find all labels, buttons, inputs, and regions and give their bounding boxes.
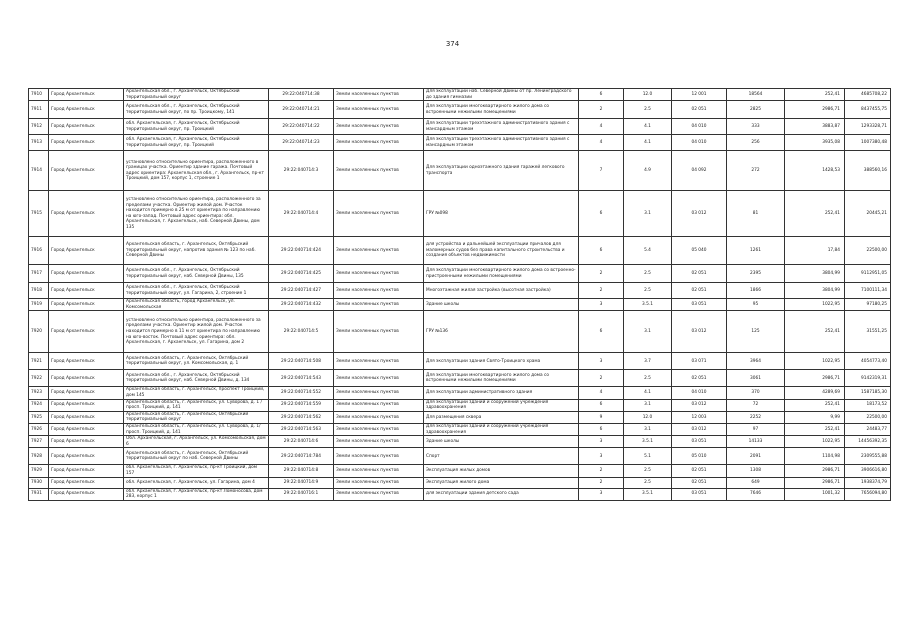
municipality-cell: Город Архангельск — [49, 436, 124, 448]
specific-value-cell: 3804,99 — [785, 265, 845, 283]
permitted-use-cell: Для эксплуатации одноэтажного здания гаражей легкового транспорта — [424, 151, 579, 191]
address-cell: Архангельская область, г. Архангельск, ул. Суворова, д. 1 / просп. Троицкий, д. 141 — [124, 399, 269, 411]
use-index-cell: 04 010 — [672, 387, 727, 399]
table-row — [29, 488, 891, 500]
valuation-group-cell: 7 — [579, 151, 624, 191]
use-index-cell: 02 051 — [672, 101, 727, 119]
land-category-cell: Земли населенных пунктов — [334, 265, 424, 283]
municipality-cell: Город Архангельск — [49, 465, 124, 477]
permitted-use-cell: для устройства и дальнейшей эксплуатации причалов для маломерных судов без права капитального строительства и создания объектов недвижимости — [424, 237, 579, 265]
table-row — [29, 299, 891, 311]
cadastral-number-cell: 29:22:040714:21 — [269, 101, 334, 119]
valuation-group-cell: 2 — [579, 265, 624, 283]
use-index-cell: 03 071 — [672, 353, 727, 370]
cadastral-value-cell: 22500,00 — [845, 237, 891, 265]
cadastral-number-cell: 29:22:040714:22 — [269, 119, 334, 135]
address-cell: Архангельская область, г. Архангельск, Октябрьский территориальный округ — [124, 411, 269, 423]
land-area-cell: 649 — [727, 477, 785, 488]
table-body — [29, 89, 891, 501]
permitted-use-cell: Для размещения сквера — [424, 411, 579, 423]
use-code-cell: 3.1 — [624, 311, 672, 353]
table-row — [29, 135, 891, 151]
cadastral-value-cell: 9142319,31 — [845, 370, 891, 387]
land-category-cell: Земли населенных пунктов — [334, 101, 424, 119]
municipality-cell: Город Архангельск — [49, 353, 124, 370]
address-cell: обл. Архангельская, г. Архангельск, ул. Гагарина, дом 4 — [124, 477, 269, 488]
address-cell: Архангельская обл., г. Архангельск, Октябрьский территориальный округ, наб. Северной Двины, 135 — [124, 265, 269, 283]
row-number-cell: 7915 — [29, 191, 49, 237]
specific-value-cell: 9,99 — [785, 411, 845, 423]
permitted-use-cell: Для эксплуатации административного здания — [424, 387, 579, 399]
land-area-cell: 72 — [727, 399, 785, 411]
municipality-cell: Город Архангельск — [49, 311, 124, 353]
municipality-cell: Город Архангельск — [49, 488, 124, 500]
municipality-cell: Город Архангельск — [49, 265, 124, 283]
municipality-cell: Город Архангельск — [49, 387, 124, 399]
use-index-cell: 04 010 — [672, 119, 727, 135]
address-cell: Архангельская область, г. Архангельск, Октябрьский территориальный округ, напротив здания № 123 по наб. Северной Двины — [124, 237, 269, 265]
table-row — [29, 387, 891, 399]
valuation-group-cell: 2 — [579, 477, 624, 488]
valuation-group-cell: 6 — [579, 423, 624, 435]
cadastral-number-cell: 29:22:040714:9 — [269, 477, 334, 488]
use-code-cell: 4.9 — [624, 151, 672, 191]
permitted-use-cell: Для эксплуатации наб. Северной Двины от пр. Ленинградского до здания гимназии — [424, 89, 579, 101]
table-row — [29, 283, 891, 299]
use-index-cell: 03 012 — [672, 399, 727, 411]
specific-value-cell: 4289,69 — [785, 387, 845, 399]
land-area-cell: 256 — [727, 135, 785, 151]
land-category-cell: Земли населенных пунктов — [334, 89, 424, 101]
row-number-cell: 7927 — [29, 436, 49, 448]
page-number: 374 — [445, 40, 460, 48]
cadastral-number-cell: 29:22:040714:424 — [269, 237, 334, 265]
cadastral-number-cell: 29:22:040714:8 — [269, 465, 334, 477]
valuation-group-cell: 3 — [579, 353, 624, 370]
municipality-cell: Город Архангельск — [49, 101, 124, 119]
address-cell: обл. Архангельская, г. Архангельск, пр-кт Троицкий, дом 157 — [124, 465, 269, 477]
municipality-cell: Город Архангельск — [49, 448, 124, 465]
land-category-cell: Земли населенных пунктов — [334, 135, 424, 151]
specific-value-cell: 1022,95 — [785, 436, 845, 448]
valuation-group-cell: 4 — [579, 119, 624, 135]
address-cell: установлено относительно ориентира, расположенного за пределами участка. Ориентир жилой дом. Участок находится примерно в 25 м от ориентира по направлению на юго-запад. Почтовый адрес ориентира: обл. Архангельская, г. Архангельск, наб. Северной Двины, дом 135 — [124, 191, 269, 237]
use-index-cell: 03 051 — [672, 488, 727, 500]
permitted-use-cell: Эксплуатация жилого дома — [424, 477, 579, 488]
land-category-cell: Земли населенных пунктов — [334, 370, 424, 387]
valuation-group-cell: 6 — [579, 89, 624, 101]
table-row — [29, 119, 891, 135]
cadastral-number-cell: 29:22:040714:508 — [269, 353, 334, 370]
cadastral-number-cell: 29:22:040714:552 — [269, 387, 334, 399]
permitted-use-cell: Эксплуатация жилых домов — [424, 465, 579, 477]
land-area-cell: 2825 — [727, 101, 785, 119]
permitted-use-cell: Здание школы — [424, 436, 579, 448]
address-cell: установлено относительно ориентира, расположенного в границах участка. Ориентир здание гаража. Почтовый адрес ориентира: Архангельская обл., г. Архангельск, пр-кт Троицкий, дом 157, корпус 1, строение 1 — [124, 151, 269, 191]
use-code-cell: 5.1 — [624, 448, 672, 465]
use-index-cell: 04 010 — [672, 135, 727, 151]
cadastral-value-cell: 24483,77 — [845, 423, 891, 435]
land-area-cell: 2395 — [727, 265, 785, 283]
row-number-cell: 7916 — [29, 237, 49, 265]
cadastral-value-cell: 7656094,80 — [845, 488, 891, 500]
municipality-cell: Город Архангельск — [49, 135, 124, 151]
specific-value-cell: 3935,08 — [785, 135, 845, 151]
valuation-group-cell: 3 — [579, 448, 624, 465]
cadastral-number-cell: 29:22:040714:4 — [269, 191, 334, 237]
land-category-cell: Земли населенных пунктов — [334, 387, 424, 399]
cadastral-value-cell: 1293328,71 — [845, 119, 891, 135]
land-area-cell: 3061 — [727, 370, 785, 387]
land-area-cell: 14133 — [727, 436, 785, 448]
land-category-cell: Земли населенных пунктов — [334, 465, 424, 477]
specific-value-cell: 2986,71 — [785, 370, 845, 387]
table-row — [29, 477, 891, 488]
cadastral-value-cell: 4685708,22 — [845, 89, 891, 101]
permitted-use-cell: Для эксплуатации здания Свято-Троицкого храма — [424, 353, 579, 370]
use-code-cell: 3.5.1 — [624, 488, 672, 500]
land-category-cell: Земли населенных пунктов — [334, 423, 424, 435]
specific-value-cell: 1022,95 — [785, 299, 845, 311]
cadastral-value-cell: 1007380,48 — [845, 135, 891, 151]
cadastral-value-cell: 7100111,34 — [845, 283, 891, 299]
permitted-use-cell: Здание школы — [424, 299, 579, 311]
specific-value-cell: 252,41 — [785, 89, 845, 101]
table-row — [29, 353, 891, 370]
row-number-cell: 7921 — [29, 353, 49, 370]
use-index-cell: 03 051 — [672, 436, 727, 448]
municipality-cell: Город Архангельск — [49, 151, 124, 191]
use-code-cell: 3.5.1 — [624, 299, 672, 311]
use-code-cell: 2.5 — [624, 465, 672, 477]
permitted-use-cell: ГРУ №098 — [424, 191, 579, 237]
row-number-cell: 7926 — [29, 423, 49, 435]
use-index-cell: 05 010 — [672, 448, 727, 465]
specific-value-cell: 2986,71 — [785, 101, 845, 119]
cadastral-value-cell: 14456392,35 — [845, 436, 891, 448]
row-number-cell: 7914 — [29, 151, 49, 191]
specific-value-cell: 1001,32 — [785, 488, 845, 500]
use-code-cell: 4.1 — [624, 387, 672, 399]
land-area-cell: 333 — [727, 119, 785, 135]
address-cell: Архангельская область, г. Архангельск, Октябрьский территориальный округ, ул. Комсомольская, д. 1 — [124, 353, 269, 370]
use-code-cell: 4.1 — [624, 135, 672, 151]
cadastral-value-cell: 97180,25 — [845, 299, 891, 311]
use-index-cell: 04 092 — [672, 151, 727, 191]
permitted-use-cell: Для эксплуатации трехэтажного административного здания с мансардным этажом — [424, 119, 579, 135]
land-area-cell: 1308 — [727, 465, 785, 477]
row-number-cell: 7912 — [29, 119, 49, 135]
use-code-cell: 2.5 — [624, 283, 672, 299]
row-number-cell: 7924 — [29, 399, 49, 411]
cadastral-number-cell: 29:22:040714:38 — [269, 89, 334, 101]
land-area-cell: 7646 — [727, 488, 785, 500]
specific-value-cell: 252,41 — [785, 399, 845, 411]
use-index-cell: 03 012 — [672, 311, 727, 353]
cadastral-number-cell: 29:22:040714:425 — [269, 265, 334, 283]
municipality-cell: Город Архангельск — [49, 119, 124, 135]
land-area-cell: 3964 — [727, 353, 785, 370]
specific-value-cell: 1428,53 — [785, 151, 845, 191]
municipality-cell: Город Архангельск — [49, 89, 124, 101]
address-cell: Архангельская область, г. Архангельск, ул. Суворова, д. 1/ просп. Троицкий, д. 141 — [124, 423, 269, 435]
land-area-cell: 370 — [727, 387, 785, 399]
land-category-cell: Земли населенных пунктов — [334, 299, 424, 311]
use-code-cell: 3.1 — [624, 423, 672, 435]
use-index-cell: 02 051 — [672, 265, 727, 283]
cadastral-value-cell: 2309555,88 — [845, 448, 891, 465]
address-cell: обл. Архангельская, г. Архангельск, пр-кт Ломоносова, дом 283, корпус 1 — [124, 488, 269, 500]
row-number-cell: 7929 — [29, 465, 49, 477]
permitted-use-cell: Для эксплуатации многоквартирного жилого дома со встроенно-пристроенными нежилыми помещениями — [424, 265, 579, 283]
cadastral-number-cell: 29:22:040714:559 — [269, 399, 334, 411]
use-code-cell: 2.5 — [624, 477, 672, 488]
valuation-group-cell: 3 — [579, 488, 624, 500]
address-cell: Архангельская область, г. Архангельск, Октябрьский территориальный округ по наб. Северной Двины — [124, 448, 269, 465]
valuation-group-cell: 2 — [579, 370, 624, 387]
valuation-group-cell: 6 — [579, 399, 624, 411]
cadastral-number-cell: 29:22:040714:6 — [269, 436, 334, 448]
use-index-cell: 02 051 — [672, 477, 727, 488]
use-index-cell: 03 051 — [672, 299, 727, 311]
use-code-cell: 2.5 — [624, 265, 672, 283]
table-row — [29, 370, 891, 387]
municipality-cell: Город Архангельск — [49, 370, 124, 387]
address-cell: Архангельская область, г. Архангельск, проспект Троицкий, дом 145 — [124, 387, 269, 399]
cadastral-number-cell: 29:22:040714:5 — [269, 311, 334, 353]
table-row — [29, 399, 891, 411]
land-category-cell: Земли населенных пунктов — [334, 399, 424, 411]
valuation-group-cell: 3 — [579, 436, 624, 448]
specific-value-cell: 252,41 — [785, 423, 845, 435]
land-area-cell: 1866 — [727, 283, 785, 299]
municipality-cell: Город Архангельск — [49, 423, 124, 435]
row-number-cell: 7910 — [29, 89, 49, 101]
cadastral-value-cell: 31551,25 — [845, 311, 891, 353]
land-area-cell: 81 — [727, 191, 785, 237]
permitted-use-cell: для эксплуатации здания детского сада — [424, 488, 579, 500]
row-number-cell: 7931 — [29, 488, 49, 500]
table-row — [29, 151, 891, 191]
address-cell: Архангельская обл., г. Архангельск, Октябрьский территориальный округ — [124, 89, 269, 101]
valuation-group-cell: 4 — [579, 135, 624, 151]
row-number-cell: 7917 — [29, 265, 49, 283]
specific-value-cell: 17,84 — [785, 237, 845, 265]
row-number-cell: 7923 — [29, 387, 49, 399]
table-row — [29, 423, 891, 435]
cadastral-number-cell: 29:22:040714:784 — [269, 448, 334, 465]
specific-value-cell: 1104,98 — [785, 448, 845, 465]
permitted-use-cell: Для эксплуатации зданий и сооружений учреждения здравоохранения — [424, 399, 579, 411]
use-code-cell: 2.5 — [624, 370, 672, 387]
land-area-cell: 272 — [727, 151, 785, 191]
permitted-use-cell: ГРУ №136 — [424, 311, 579, 353]
table-row — [29, 237, 891, 265]
cadastral-number-cell: 29:22:040714:563 — [269, 423, 334, 435]
use-code-cell: 3.5.1 — [624, 436, 672, 448]
table-row — [29, 191, 891, 237]
use-code-cell: 12.0 — [624, 411, 672, 423]
cadastral-number-cell: 29:22:040714:3 — [269, 151, 334, 191]
permitted-use-cell: Для эксплуатации многоквартирного жилого дома со встроенными нежилыми помещениями — [424, 370, 579, 387]
land-category-cell: Земли населенных пунктов — [334, 151, 424, 191]
land-area-cell: 2252 — [727, 411, 785, 423]
cadastral-value-cell: 22500,00 — [845, 411, 891, 423]
use-code-cell: 2.5 — [624, 101, 672, 119]
cadastral-number-cell: 29:22:040714:23 — [269, 135, 334, 151]
row-number-cell: 7913 — [29, 135, 49, 151]
table-row — [29, 311, 891, 353]
address-cell: обл. Архангельская, г. Архангельск, Октябрьский территориальный округ, пр. Троицкий — [124, 119, 269, 135]
use-index-cell: 05 040 — [672, 237, 727, 265]
cadastral-value-cell: 1938374,79 — [845, 477, 891, 488]
cadastral-value-cell: 20445,21 — [845, 191, 891, 237]
valuation-group-cell: 6 — [579, 311, 624, 353]
valuation-group-cell: 4 — [579, 387, 624, 399]
table-row — [29, 465, 891, 477]
municipality-cell: Город Архангельск — [49, 283, 124, 299]
address-cell: Архангельская обл., г. Архангельск, Октябрьский территориальный округ, ул. Гагарина, 2, строение 1 — [124, 283, 269, 299]
municipality-cell: Город Архангельск — [49, 399, 124, 411]
permitted-use-cell: Спорт — [424, 448, 579, 465]
valuation-group-cell: 9 — [579, 411, 624, 423]
table-row — [29, 411, 891, 423]
use-index-cell: 12 003 — [672, 411, 727, 423]
land-category-cell: Земли населенных пунктов — [334, 488, 424, 500]
permitted-use-cell: Для эксплуатации зданий и сооружений учреждения здравоохранения — [424, 423, 579, 435]
land-category-cell: Земли населенных пунктов — [334, 477, 424, 488]
land-category-cell: Земли населенных пунктов — [334, 119, 424, 135]
municipality-cell: Город Архангельск — [49, 411, 124, 423]
address-cell: Архангельская обл., г. Архангельск, Октябрьский территориальный округ, наб. Северной Двины, д. 134 — [124, 370, 269, 387]
land-category-cell: Земли населенных пунктов — [334, 353, 424, 370]
table-row — [29, 436, 891, 448]
land-category-cell: Земли населенных пунктов — [334, 311, 424, 353]
row-number-cell: 7920 — [29, 311, 49, 353]
use-code-cell: 3.1 — [624, 191, 672, 237]
cadastral-value-cell: 4054773,40 — [845, 353, 891, 370]
land-cadastre-table — [28, 88, 891, 501]
specific-value-cell: 2986,71 — [785, 465, 845, 477]
land-category-cell: Земли населенных пунктов — [334, 191, 424, 237]
address-cell: Обл. Архангельская, г. Архангельск, ул. Комсомольская, дом 6 — [124, 436, 269, 448]
valuation-group-cell: 6 — [579, 237, 624, 265]
cadastral-value-cell: 1587185,30 — [845, 387, 891, 399]
use-code-cell: 3.7 — [624, 353, 672, 370]
cadastral-value-cell: 388560,16 — [845, 151, 891, 191]
table-row — [29, 89, 891, 101]
valuation-group-cell: 2 — [579, 465, 624, 477]
use-index-cell: 03 012 — [672, 191, 727, 237]
permitted-use-cell: Многоэтажная жилая застройка (высотная застройка) — [424, 283, 579, 299]
land-area-cell: 2091 — [727, 448, 785, 465]
cadastral-number-cell: 29:22:040714:562 — [269, 411, 334, 423]
land-category-cell: Земли населенных пунктов — [334, 411, 424, 423]
use-code-cell: 4.1 — [624, 119, 672, 135]
valuation-group-cell: 2 — [579, 101, 624, 119]
cadastral-value-cell: 8437455,75 — [845, 101, 891, 119]
cadastral-value-cell: 9112951,05 — [845, 265, 891, 283]
cadastral-number-cell: 29:22:040714:432 — [269, 299, 334, 311]
valuation-group-cell: 6 — [579, 191, 624, 237]
land-area-cell: 1261 — [727, 237, 785, 265]
land-category-cell: Земли населенных пунктов — [334, 283, 424, 299]
valuation-group-cell: 2 — [579, 283, 624, 299]
row-number-cell: 7925 — [29, 411, 49, 423]
cadastral-number-cell: 29:22:040716:1 — [269, 488, 334, 500]
table-row — [29, 265, 891, 283]
land-area-cell: 18564 — [727, 89, 785, 101]
row-number-cell: 7911 — [29, 101, 49, 119]
municipality-cell: Город Архангельск — [49, 299, 124, 311]
specific-value-cell: 3804,99 — [785, 283, 845, 299]
land-area-cell: 125 — [727, 311, 785, 353]
cadastral-number-cell: 29:22:040714:543 — [269, 370, 334, 387]
land-category-cell: Земли населенных пунктов — [334, 237, 424, 265]
use-index-cell: 12 001 — [672, 89, 727, 101]
specific-value-cell: 1022,95 — [785, 353, 845, 370]
permitted-use-cell: Для эксплуатации трехэтажного административного здания с мансардным этажом — [424, 135, 579, 151]
land-area-cell: 97 — [727, 423, 785, 435]
table-row — [29, 101, 891, 119]
specific-value-cell: 2986,71 — [785, 477, 845, 488]
municipality-cell: Город Архангельск — [49, 191, 124, 237]
permitted-use-cell: Для эксплуатации многоквартирного жилого дома со встроенными нежилыми помещениями — [424, 101, 579, 119]
valuation-group-cell: 3 — [579, 299, 624, 311]
municipality-cell: Город Архангельск — [49, 477, 124, 488]
cadastral-number-cell: 29:22:040714:427 — [269, 283, 334, 299]
use-index-cell: 02 051 — [672, 370, 727, 387]
land-area-cell: 95 — [727, 299, 785, 311]
row-number-cell: 7922 — [29, 370, 49, 387]
municipality-cell: Город Архангельск — [49, 237, 124, 265]
specific-value-cell: 252,41 — [785, 311, 845, 353]
specific-value-cell: 252,41 — [785, 191, 845, 237]
row-number-cell: 7918 — [29, 283, 49, 299]
address-cell: установлено относительно ориентира, расположенного за пределами участка. Ориентир жилой дом. Участок находится примерно в 11 м от ориентира по направлению на юго-восток. Почтовый адрес ориентира: обл. Архангельская, г. Архангельск, ул. Гагарина, дом 2 — [124, 311, 269, 353]
row-number-cell: 7928 — [29, 448, 49, 465]
address-cell: Архангельская область, город Архангельск, ул. Комсомольская — [124, 299, 269, 311]
cadastral-value-cell: 18173,52 — [845, 399, 891, 411]
use-index-cell: 02 051 — [672, 465, 727, 477]
use-code-cell: 12.0 — [624, 89, 672, 101]
address-cell: Архангельская обл., г. Архангельск, Октябрьский территориальный округ, по пр. Троицкому, 141 — [124, 101, 269, 119]
use-code-cell: 3.1 — [624, 399, 672, 411]
table-row — [29, 448, 891, 465]
address-cell: обл. Архангельская, г. Архангельск, Октябрьский территориальный округ, пр. Троицкий — [124, 135, 269, 151]
use-index-cell: 03 012 — [672, 423, 727, 435]
specific-value-cell: 3883,87 — [785, 119, 845, 135]
use-code-cell: 5.4 — [624, 237, 672, 265]
cadastral-value-cell: 3906616,80 — [845, 465, 891, 477]
row-number-cell: 7919 — [29, 299, 49, 311]
row-number-cell: 7930 — [29, 477, 49, 488]
use-index-cell: 02 051 — [672, 283, 727, 299]
land-category-cell: Земли населенных пунктов — [334, 436, 424, 448]
land-category-cell: Земли населенных пунктов — [334, 448, 424, 465]
